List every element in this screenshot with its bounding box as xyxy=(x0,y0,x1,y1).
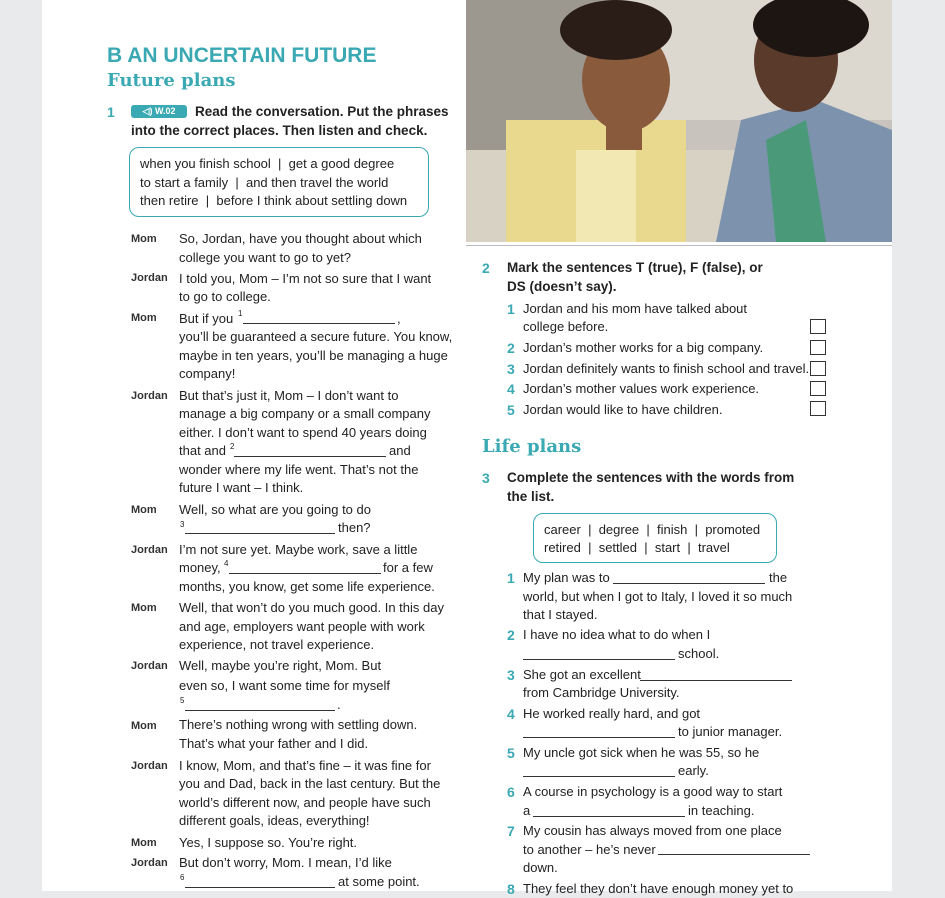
item-number: 2 xyxy=(507,627,515,643)
section-title: B AN UNCERTAIN FUTURE xyxy=(107,44,377,67)
blank-number: 6 xyxy=(180,873,185,882)
punctuation: , xyxy=(397,311,401,326)
word: finish xyxy=(657,522,688,537)
item-number: 1 xyxy=(507,301,515,317)
dialogue-line: I told you, Mom – I’m not so sure that I want xyxy=(179,271,432,286)
item-number: 4 xyxy=(507,381,515,397)
word: retired xyxy=(544,540,581,555)
speaker-label: Jordan xyxy=(131,544,168,556)
phrase: before I think about settling down xyxy=(216,193,408,208)
answer-blank[interactable] xyxy=(533,816,685,817)
item-number: 6 xyxy=(507,784,515,800)
exercise-3-number: 3 xyxy=(482,470,490,486)
exercise-3-instruction: Complete the sentences with the words from xyxy=(507,470,795,485)
dialogue-line: So, Jordan, have you thought about which xyxy=(179,231,422,246)
answer-box[interactable] xyxy=(810,319,826,334)
exercise-1-instruction: Read the conversation. Put the phrases xyxy=(195,104,449,119)
dialogue-line: even so, I want some time for myself xyxy=(179,678,390,693)
sentence: a xyxy=(523,803,531,818)
dialogue-line: you and Dad, back in the last century. But the xyxy=(179,776,441,791)
dialogue-line: different goals, ideas, everything! xyxy=(179,813,370,828)
dialogue-line: for a few xyxy=(383,560,433,575)
dialogue-line: company! xyxy=(179,366,236,381)
photo-divider xyxy=(466,245,892,246)
dialogue-line: . xyxy=(337,697,341,712)
dialogue-line: But don’t worry, Mom. I mean, I’d like xyxy=(179,855,392,870)
dialogue-line: Well, so what are you going to do xyxy=(179,502,371,517)
speaker-label: Jordan xyxy=(131,760,168,772)
item-number: 3 xyxy=(507,667,515,683)
blank-number: 2 xyxy=(230,442,235,451)
audio-track-badge[interactable]: ◁) W.02 xyxy=(131,105,187,118)
speaker-label: Mom xyxy=(131,720,157,732)
item-number: 8 xyxy=(507,881,515,897)
sentence: world, but when I got to Italy, I loved it so much xyxy=(523,589,793,604)
item-number: 2 xyxy=(507,340,515,356)
sentence: I have no idea what to do when I xyxy=(523,627,711,642)
phrase: and then travel the world xyxy=(245,175,389,190)
phrase: to start a family xyxy=(140,175,229,190)
phrase: get a good degree xyxy=(288,156,395,171)
item-number: 1 xyxy=(507,570,515,586)
dialogue-line: and xyxy=(389,443,411,458)
blank-number: 1 xyxy=(238,309,243,318)
sentence: the xyxy=(769,570,788,585)
answer-blank[interactable] xyxy=(640,680,792,681)
dialogue-line: Yes, I suppose so. You’re right. xyxy=(179,835,358,850)
statement: college before. xyxy=(523,319,609,334)
item-number: 4 xyxy=(507,706,515,722)
answer-blank[interactable] xyxy=(234,456,386,457)
answer-blank[interactable] xyxy=(185,887,335,888)
dialogue-line: wonder where my life went. That’s not the xyxy=(179,462,419,477)
dialogue-line: you’ll be guaranteed a secure future. You know, xyxy=(179,329,453,344)
dialogue-line: future I want – I think. xyxy=(179,480,304,495)
sentence: from Cambridge University. xyxy=(523,685,680,700)
dialogue-line: I’m not sure yet. Maybe work, save a little xyxy=(179,542,418,557)
sentence: She got an excellent xyxy=(523,667,641,682)
sentence: that I stayed. xyxy=(523,607,598,622)
phrase: when you finish school xyxy=(140,156,271,171)
dialogue-line: maybe in ten years, you’ll be managing a huge xyxy=(179,348,448,363)
word: travel xyxy=(697,540,730,555)
exercise-3-instruction: the list. xyxy=(507,489,555,504)
dialogue-line: There’s nothing wrong with settling down. xyxy=(179,717,418,732)
dialogue-line: That’s what your father and I did. xyxy=(179,736,369,751)
exercise-2-number: 2 xyxy=(482,260,490,276)
sentence: A course in psychology is a good way to start xyxy=(523,784,783,799)
answer-box[interactable] xyxy=(810,340,826,355)
exercise-1-number: 1 xyxy=(107,104,115,120)
word: degree xyxy=(598,522,640,537)
dialogue-line: I know, Mom, and that’s fine – it was fine for xyxy=(179,758,431,773)
dialogue-line: and age, employers want people with work xyxy=(179,619,425,634)
dialogue-line: that and xyxy=(179,443,226,458)
dialogue-line: experience, not travel experience. xyxy=(179,637,375,652)
speaker-label: Mom xyxy=(131,312,157,324)
phrase-row: when you finish school | get a good degree xyxy=(140,156,395,171)
word: start xyxy=(654,540,681,555)
blank-number: 5 xyxy=(180,696,185,705)
blank-number: 3 xyxy=(180,520,185,529)
phrase-row: to start a family | and then travel the world xyxy=(140,175,389,190)
sentence: early. xyxy=(678,763,709,778)
word: career xyxy=(544,522,581,537)
dialogue-line: Well, that won’t do you much good. In this day xyxy=(179,600,444,615)
speaker-label: Mom xyxy=(131,837,157,849)
sentence: in teaching. xyxy=(688,803,755,818)
speaker-label: Jordan xyxy=(131,272,168,284)
speaker-label: Mom xyxy=(131,233,157,245)
dialogue-line: Well, maybe you’re right, Mom. But xyxy=(179,658,382,673)
exercise-2-instruction: Mark the sentences T (true), F (false), or xyxy=(507,260,763,275)
dialogue-line: to go to college. xyxy=(179,289,271,304)
dialogue-line: world’s different now, and people have such xyxy=(179,795,431,810)
speaker-label: Jordan xyxy=(131,660,168,672)
word: promoted xyxy=(705,522,761,537)
statement: Jordan and his mom have talked about xyxy=(523,301,748,316)
dialogue-line: months, you know, get some life experience. xyxy=(179,579,435,594)
dialogue-line: at some point. xyxy=(338,874,420,889)
item-number: 7 xyxy=(507,823,515,839)
word-row: career | degree | finish | promoted xyxy=(544,522,761,537)
answer-blank[interactable] xyxy=(185,533,335,534)
phrase-row: then retire | before I think about settling down xyxy=(140,193,408,208)
dialogue-line: either. I don’t want to spend 40 years doing xyxy=(179,425,427,440)
word-row: retired | settled | start | travel xyxy=(544,540,730,555)
dialogue-line: But if you xyxy=(179,311,234,326)
speaker-label: Mom xyxy=(131,504,157,516)
answer-blank[interactable] xyxy=(523,737,675,738)
exercise-1-instruction: into the correct places. Then listen and check. xyxy=(131,123,428,138)
answer-box[interactable] xyxy=(810,401,826,416)
dialogue-line: But that’s just it, Mom – I don’t want to xyxy=(179,388,399,403)
sentence: My uncle got sick when he was 55, so he xyxy=(523,745,760,760)
phrase: then retire xyxy=(140,193,199,208)
exercise-2-instruction: DS (doesn’t say). xyxy=(507,279,617,294)
answer-blank[interactable] xyxy=(243,323,395,324)
word: settled xyxy=(598,540,637,555)
statement: Jordan would like to have children. xyxy=(523,402,723,417)
statement: Jordan’s mother values work experience. xyxy=(523,381,760,396)
sentence: to another – he’s never xyxy=(523,842,656,857)
section-subtitle: Future plans xyxy=(107,70,236,91)
sentence: They feel they don’t have enough money yet to xyxy=(523,881,794,896)
photo-mother-son xyxy=(466,0,892,242)
item-number: 5 xyxy=(507,402,515,418)
dialogue-line: money, xyxy=(179,560,221,575)
answer-blank[interactable] xyxy=(185,710,335,711)
answer-blank[interactable] xyxy=(229,573,381,574)
sentence: My plan was to xyxy=(523,570,610,585)
answer-blank[interactable] xyxy=(523,776,675,777)
speaker-label: Jordan xyxy=(131,390,168,402)
sentence: He worked really hard, and got xyxy=(523,706,701,721)
photo-illustration xyxy=(466,0,892,242)
answer-blank[interactable] xyxy=(613,583,765,584)
item-number: 5 xyxy=(507,745,515,761)
life-plans-heading: Life plans xyxy=(482,436,582,457)
item-number: 3 xyxy=(507,361,515,377)
statement: Jordan definitely wants to finish school and travel. xyxy=(523,361,810,376)
sentence: school. xyxy=(678,646,720,661)
dialogue-line: manage a big company or a small company xyxy=(179,406,431,421)
dialogue-line: college you want to go to yet? xyxy=(179,250,352,265)
answer-blank[interactable] xyxy=(658,854,810,855)
answer-blank[interactable] xyxy=(523,659,675,660)
blank-number: 4 xyxy=(224,559,229,568)
sentence: down. xyxy=(523,860,558,875)
answer-box[interactable] xyxy=(810,381,826,396)
speaker-label: Jordan xyxy=(131,857,168,869)
sentence: to junior manager. xyxy=(678,724,783,739)
sentence: My cousin has always moved from one place xyxy=(523,823,782,838)
dialogue-line: then? xyxy=(338,520,371,535)
speaker-label: Mom xyxy=(131,602,157,614)
statement: Jordan’s mother works for a big company. xyxy=(523,340,764,355)
answer-box[interactable] xyxy=(810,361,826,376)
